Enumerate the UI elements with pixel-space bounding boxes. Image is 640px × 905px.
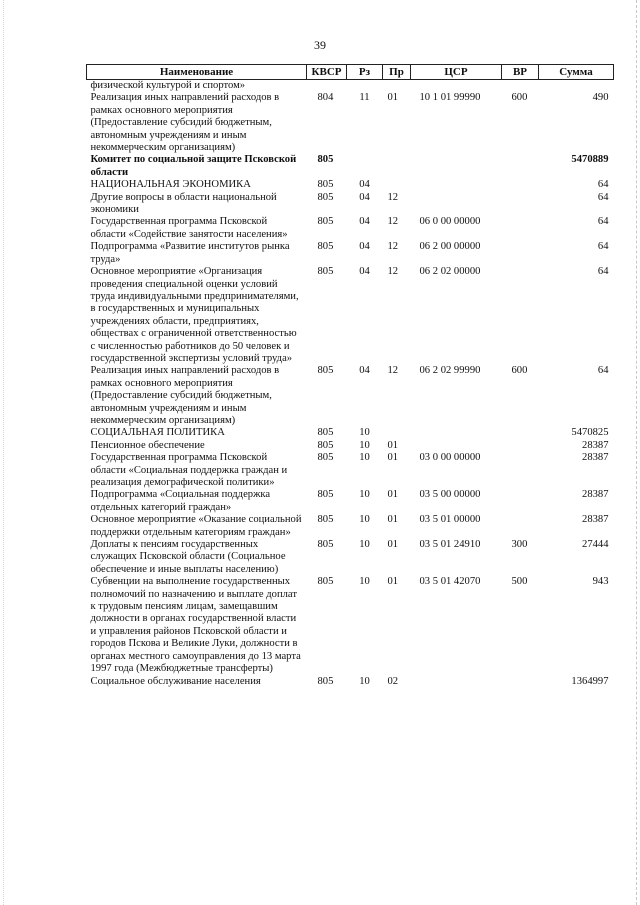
cell-vr (502, 514, 539, 539)
cell-rz: 04 (359, 365, 370, 377)
cell-csr (411, 440, 502, 452)
cell-rz (347, 80, 383, 93)
cell-name: Основное мероприятие «Организация проведения специальной оценки условий труда индивидуальными предпринимателями, в государственных и муниципальных учреждениях области, предприятиях, обществах с ограниченной ответственностью с численностью работников до 50 человек и государственной экспертизы условий труда» (90, 266, 299, 364)
cell-sum: 943 (592, 576, 609, 588)
cell-pr: 01 (387, 439, 399, 451)
cell-pr: 12 (387, 191, 399, 203)
cell-pr: 01 (387, 514, 399, 526)
cell-kvsr: 805 (317, 427, 334, 439)
cell-rz: 10 (359, 539, 370, 551)
table-row (87, 216, 614, 241)
cell-csr: 06 0 00 00000 (419, 216, 481, 228)
cell-vr (502, 266, 539, 365)
cell-pr: 12 (387, 216, 399, 228)
cell-name: Государственная программа Псковской области «Социальная поддержка граждан и реализация демографической политики» (90, 452, 288, 488)
table-row (87, 539, 614, 576)
cell-vr: 300 (511, 539, 528, 551)
table-row (87, 179, 614, 191)
cell-name: Основное мероприятие «Оказание социальной поддержки отдельным категориям граждан» (90, 514, 302, 538)
cell-kvsr: 805 (317, 514, 334, 526)
cell-sum: 27444 (582, 539, 609, 551)
cell-vr (502, 179, 539, 191)
cell-csr (411, 80, 502, 93)
cell-pr: 12 (387, 365, 399, 377)
cell-name: Подпрограмма «Развитие институтов рынка труда» (90, 241, 290, 265)
cell-sum: 64 (597, 179, 609, 191)
cell-vr (502, 676, 539, 688)
cell-pr: 01 (387, 489, 399, 501)
cell-csr (411, 179, 502, 191)
cell-sum: 64 (597, 266, 609, 278)
header-sum: Сумма (539, 65, 614, 80)
cell-vr (502, 427, 539, 439)
table-row (87, 154, 614, 179)
cell-sum (539, 80, 614, 93)
cell-csr: 10 1 01 99990 (419, 92, 481, 104)
table-row (87, 365, 614, 427)
cell-kvsr: 805 (317, 179, 334, 191)
cell-sum: 64 (597, 191, 609, 203)
cell-name: Другие вопросы в области национальной экономики (90, 191, 277, 216)
table-row (87, 80, 614, 93)
cell-pr: 01 (387, 452, 399, 464)
cell-name: Доплаты к пенсиям государственных служащих Псковской области (Социальное обеспечение и иные выплаты населению) (90, 539, 286, 575)
cell-csr: 03 5 01 24910 (419, 539, 481, 551)
cell-name: Субвенции на выполнение государственных полномочий по назначению и выплате доплат к трудовым пенсиям лицам, замещавшим должности в органах государственной власти и управления районов Псковской области и городов Пскова и Великие Луки, должности в органах местного самоуправления до 13 марта 1997 года (Межбюджетные трансферты) (90, 576, 301, 675)
cell-rz: 04 (359, 216, 370, 228)
cell-rz: 10 (359, 675, 370, 687)
budget-table (86, 64, 614, 688)
cell-rz: 10 (359, 576, 370, 588)
cell-vr (502, 192, 539, 217)
cell-rz: 10 (359, 489, 370, 501)
cell-pr: 12 (387, 241, 399, 253)
cell-sum: 64 (597, 216, 609, 228)
table-row (87, 427, 614, 439)
cell-name: СОЦИАЛЬНАЯ ПОЛИТИКА (90, 427, 225, 439)
cell-vr (502, 241, 539, 266)
cell-csr: 03 0 00 00000 (419, 452, 481, 464)
table-row (87, 489, 614, 514)
cell-rz: 04 (359, 179, 370, 191)
cell-rz: 10 (359, 439, 370, 451)
table-row (87, 440, 614, 452)
cell-pr (383, 154, 411, 179)
scan-edge-right (635, 0, 637, 905)
cell-csr: 06 2 02 99990 (419, 365, 481, 377)
page-number: 39 (314, 38, 326, 52)
cell-sum: 5470825 (571, 427, 609, 439)
cell-sum: 28387 (582, 439, 609, 451)
table-row (87, 576, 614, 675)
cell-rz: 04 (359, 191, 370, 203)
cell-rz: 10 (359, 427, 370, 439)
cell-csr (411, 154, 502, 179)
cell-kvsr: 805 (317, 266, 334, 278)
cell-kvsr: 805 (317, 154, 334, 166)
cell-name: Государственная программа Псковской области «Содействие занятости населения» (90, 216, 288, 240)
cell-sum: 28387 (582, 489, 609, 501)
cell-name: Комитет по социальной защите Псковской области (90, 154, 297, 178)
cell-pr (383, 80, 411, 93)
cell-kvsr: 805 (317, 365, 334, 377)
table-body (87, 80, 614, 688)
table-row (87, 241, 614, 266)
cell-rz: 10 (359, 514, 370, 526)
cell-pr: 01 (387, 92, 399, 104)
cell-vr (502, 216, 539, 241)
cell-kvsr: 805 (317, 439, 334, 451)
cell-sum: 5470889 (571, 154, 609, 166)
cell-vr: 600 (511, 365, 528, 377)
header-csr: ЦСР (411, 65, 502, 80)
cell-pr: 01 (387, 539, 399, 551)
cell-rz (347, 154, 383, 179)
header-name: Наименование (87, 65, 307, 80)
cell-csr: 06 2 02 00000 (419, 266, 481, 278)
cell-sum: 28387 (582, 452, 609, 464)
table-row (87, 676, 614, 688)
table-row (87, 192, 614, 217)
cell-pr (383, 427, 411, 439)
cell-name: Реализация иных направлений расходов в рамках основного мероприятия (Предоставление субсидий бюджетным, автономным учреждениям и иным некоммерческим организациям) (90, 92, 280, 154)
cell-pr: 12 (387, 266, 399, 278)
cell-rz: 10 (359, 452, 370, 464)
table-row (87, 452, 614, 489)
cell-csr (411, 676, 502, 688)
table-row (87, 514, 614, 539)
cell-kvsr: 805 (317, 675, 334, 687)
table-header-row (87, 65, 614, 80)
cell-kvsr: 805 (317, 452, 334, 464)
cell-name: физической культурой и спортом» (90, 80, 246, 91)
cell-kvsr (307, 80, 347, 93)
cell-vr (502, 440, 539, 452)
cell-kvsr: 805 (317, 216, 334, 228)
cell-name: Реализация иных направлений расходов в рамках основного мероприятия (Предоставление субсидий бюджетным, автономным учреждениям и иным некоммерческим организациям) (90, 365, 280, 426)
cell-csr: 06 2 00 00000 (419, 241, 481, 253)
cell-sum: 64 (597, 365, 609, 377)
cell-vr: 500 (511, 576, 528, 588)
cell-name: Социальное обслуживание населения (90, 675, 261, 687)
cell-kvsr: 805 (317, 539, 334, 551)
cell-csr (411, 427, 502, 439)
scan-edge-left (3, 0, 5, 905)
cell-pr (383, 179, 411, 191)
cell-csr: 03 5 01 00000 (419, 514, 481, 526)
cell-kvsr: 805 (317, 489, 334, 501)
cell-name: Подпрограмма «Социальная поддержка отдельных категорий граждан» (90, 489, 271, 513)
cell-vr (502, 154, 539, 179)
cell-pr: 02 (387, 675, 399, 687)
cell-csr (411, 192, 502, 217)
cell-pr: 01 (387, 576, 399, 588)
cell-kvsr: 805 (317, 241, 334, 253)
table-row (87, 266, 614, 365)
cell-csr: 03 5 00 00000 (419, 489, 481, 501)
cell-kvsr: 805 (317, 191, 334, 203)
cell-rz: 11 (359, 92, 370, 104)
cell-rz: 04 (359, 241, 370, 253)
cell-csr: 03 5 01 42070 (419, 576, 481, 588)
cell-sum: 64 (597, 241, 609, 253)
cell-rz: 04 (359, 266, 370, 278)
cell-vr (502, 80, 539, 93)
cell-sum: 28387 (582, 514, 609, 526)
cell-vr (502, 489, 539, 514)
cell-kvsr: 805 (317, 576, 334, 588)
header-vr: ВР (502, 65, 539, 80)
cell-name: Пенсионное обеспечение (90, 439, 205, 451)
cell-name: НАЦИОНАЛЬНАЯ ЭКОНОМИКА (90, 179, 251, 191)
header-rz: Рз (347, 65, 383, 80)
table-row (87, 92, 614, 154)
cell-vr: 600 (511, 92, 528, 104)
header-kvsr: КВСР (307, 65, 347, 80)
header-pr: Пр (383, 65, 411, 80)
cell-kvsr: 804 (317, 92, 334, 104)
cell-sum: 490 (592, 92, 609, 104)
cell-vr (502, 452, 539, 489)
cell-sum: 1364997 (571, 675, 609, 687)
